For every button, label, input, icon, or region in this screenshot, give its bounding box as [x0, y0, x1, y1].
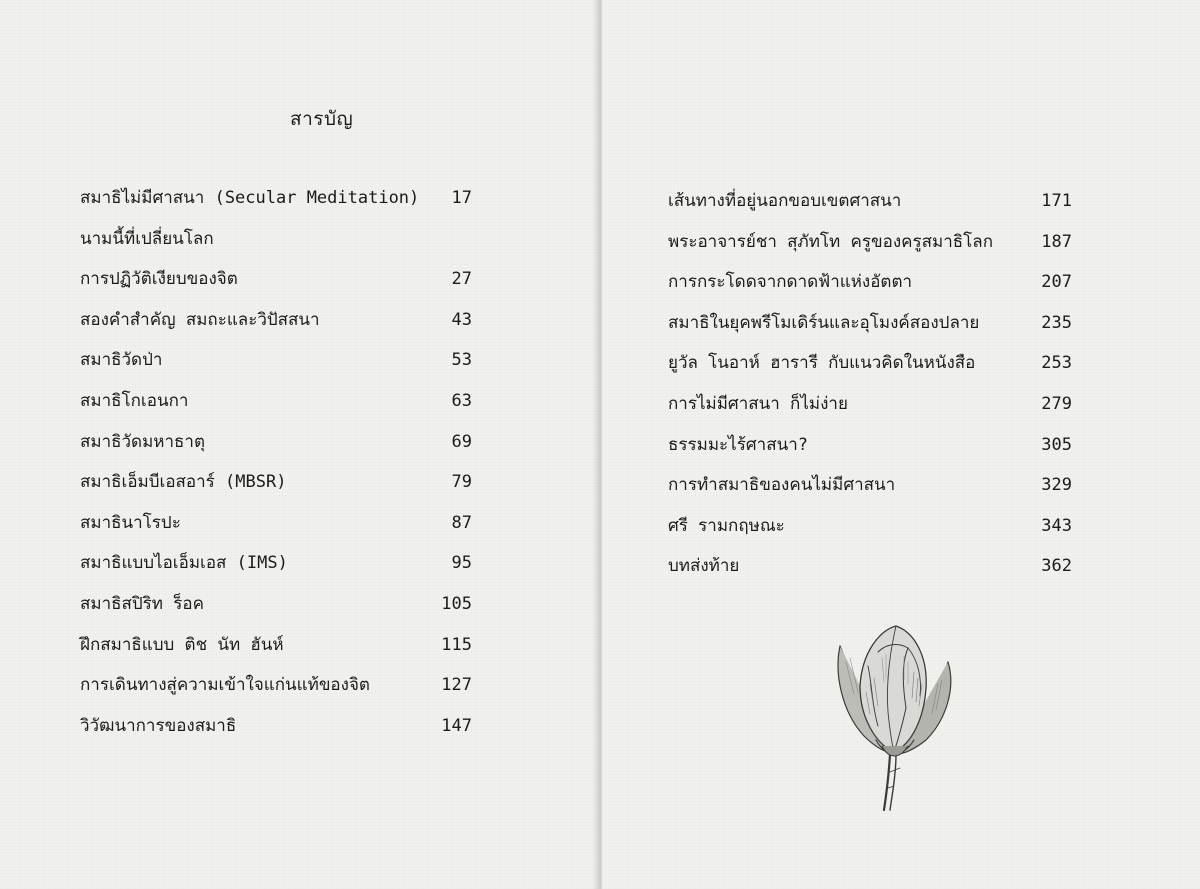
toc-entry-page-number: 17: [451, 188, 472, 208]
toc-entry-page-number: 147: [441, 715, 472, 736]
toc-entry-title: เส้นทางที่อยู่นอกขอบเขตศาสนา: [668, 191, 902, 211]
toc-entry-page-number: 279: [1041, 393, 1072, 414]
toc-entry: [668, 270, 1072, 311]
toc-entry: [668, 473, 1072, 514]
toc-entry-page-number: 362: [1041, 556, 1072, 577]
toc-entry-page-number: 115: [441, 634, 472, 655]
toc-entry: [80, 186, 472, 227]
toc-entry-page-number: 127: [441, 675, 472, 696]
toc-entry-title: สมาธิโกเอนกา: [80, 390, 189, 411]
toc-entry: [80, 551, 472, 592]
toc-entry-title: ฝึกสมาธิแบบ ติช นัท ฮันห์: [80, 634, 284, 655]
toc-entry-page-number: 63: [451, 390, 472, 411]
toc-entry-title: สมาธินาโรปะ: [80, 512, 181, 533]
toc-entry: [80, 511, 472, 552]
toc-entry-title: การเดินทางสู่ความเข้าใจแก่นแท้ของจิต: [80, 675, 370, 696]
toc-title: สารบัญ: [290, 108, 354, 130]
toc-entry: [668, 392, 1072, 433]
toc-entry-page-number: 207: [1041, 272, 1072, 293]
toc-entry: [80, 633, 472, 674]
toc-entry-title: สมาธิวัดมหาธาตุ: [80, 431, 206, 452]
toc-entry-page-number: 253: [1041, 353, 1072, 374]
toc-entry-title: สมาธิสปิริท ร็อค: [80, 593, 204, 614]
toc-entry-page-number: 105: [441, 593, 472, 614]
toc-entry-title: สมาธิวัดป่า: [80, 350, 163, 371]
toc-entry: [80, 308, 472, 349]
toc-entry-title: ศรี รามกฤษณะ: [668, 515, 785, 536]
toc-entry-title: นามนี้ที่เปลี่ยนโลก: [80, 228, 214, 249]
toc-entry-page-number: 87: [451, 512, 472, 533]
toc-entry-page-number: 95: [451, 553, 472, 574]
toc-entry-title: การไม่มีศาสนา ก็ไม่ง่าย: [668, 393, 848, 414]
toc-entry-page-number: 69: [451, 431, 472, 452]
toc-entry: [668, 514, 1072, 555]
toc-entry: [80, 227, 472, 268]
toc-entry: [668, 311, 1072, 352]
toc-entry-page-number: 187: [1041, 231, 1072, 252]
toc-entry-title: พระอาจารย์ชา สุภัทโท ครูของครูสมาธิโลก: [668, 231, 993, 252]
left-page: [0, 0, 598, 889]
toc-entry-page-number: 43: [451, 309, 472, 330]
toc-entry-title: สมาธิแบบไอเอ็มเอส (IMS): [80, 553, 288, 574]
toc-entry-title: การกระโดดจากดาดฟ้าแห่งอัตตา: [668, 272, 913, 293]
toc-entry-title: สองคำสำคัญ สมถะและวิปัสสนา: [80, 309, 320, 330]
toc-entry-title: บทส่งท้าย: [668, 556, 740, 577]
toc-entry-page-number: 235: [1041, 312, 1072, 333]
toc-entry-page-number: 343: [1041, 515, 1072, 536]
toc-entry-title: วิวัฒนาการของสมาธิ: [80, 715, 237, 736]
toc-list-left: [80, 186, 472, 754]
toc-entry-page-number: 27: [451, 269, 472, 290]
toc-entry-title: สมาธิในยุคพรีโมเดิร์นและอุโมงค์สองปลาย: [668, 312, 980, 333]
toc-entry: [80, 470, 472, 511]
toc-entry: [80, 389, 472, 430]
toc-entry-page-number: 53: [451, 350, 472, 371]
toc-entry-title: การปฏิวัติเงียบของจิต: [80, 269, 238, 290]
toc-entry: [668, 433, 1072, 474]
toc-entry-page-number: 171: [1041, 191, 1072, 211]
lotus-bud-sketch-icon: [820, 622, 970, 812]
toc-entry: [668, 230, 1072, 271]
toc-entry: [80, 592, 472, 633]
toc-entry-title: สมาธิเอ็มบีเอสอาร์ (MBSR): [80, 472, 287, 493]
toc-entry: [80, 430, 472, 471]
toc-entry-title: สมาธิไม่มีศาสนา (Secular Meditation): [80, 188, 420, 208]
toc-entry-page-number: 305: [1041, 434, 1072, 455]
toc-entry: [80, 348, 472, 389]
toc-entry: [668, 351, 1072, 392]
toc-entry: [668, 554, 1072, 595]
toc-entry-page-number: 329: [1041, 475, 1072, 496]
toc-list-right: [668, 189, 1072, 595]
toc-entry-page-number: 79: [451, 472, 472, 493]
toc-entry-title: ธรรมมะไร้ศาสนา?: [668, 434, 808, 455]
toc-entry: [668, 189, 1072, 230]
toc-entry: [80, 267, 472, 308]
toc-entry-title: การทำสมาธิของคนไม่มีศาสนา: [668, 475, 896, 496]
toc-entry: [80, 673, 472, 714]
toc-entry: [80, 714, 472, 755]
toc-entry-title: ยูวัล โนอาห์ ฮารารี กับแนวคิดในหนังสือ: [668, 353, 976, 374]
